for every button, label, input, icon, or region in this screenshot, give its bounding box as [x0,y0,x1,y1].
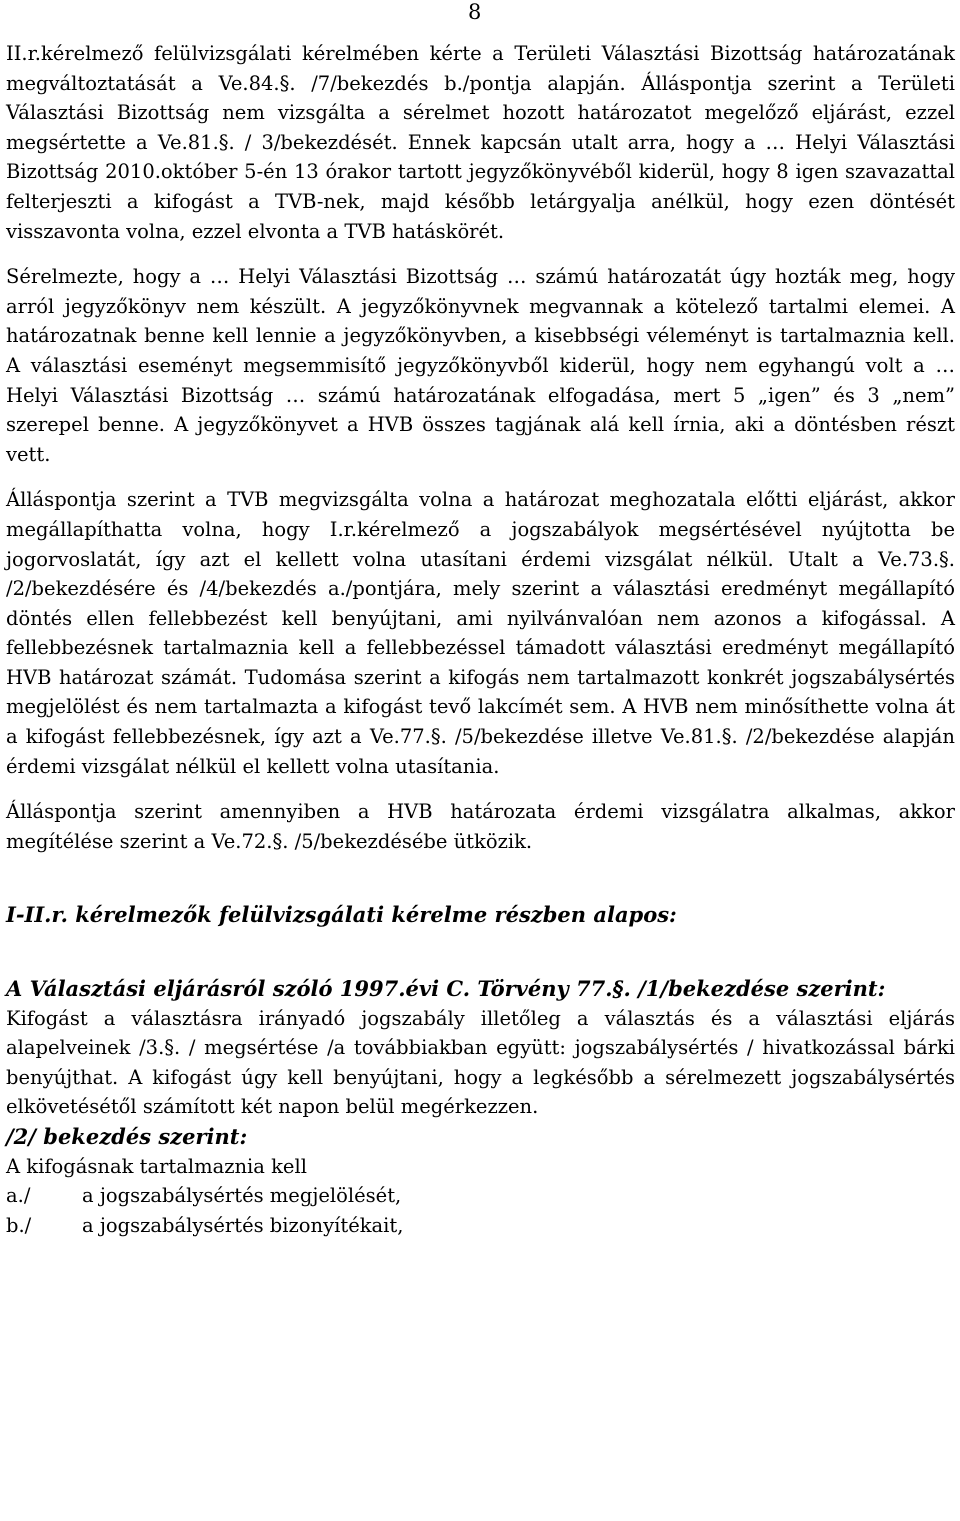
section-heading-alapos: I-II.r. kérelmezők felülvizsgálati kérelme részben alapos: [6,902,677,928]
paragraph-gap [6,469,955,485]
paragraph-ii-r-kerelmezo: II.r.kérelmező felülvizsgálati kérelmében kérte a Területi Választási Bizottság határozatának megváltoztatását a Ve.84.§. /7/bekezdés b./pontja alapján. Álláspontja szerint a Területi Választási Bizottság nem vizsgálta a sérelmet hozott határozatot megelőző eljárást, ezzel megsértette a Ve.81.§. / 3/bekezdését. Ennek kapcsán utalt arra, hogy a … Helyi Választási Bizottság 2010.október 5-én 13 órakor tartott jegyzőkönyvéből kiderül, hogy 8 igen szavazattal felterjeszti a kifogást a TVB-nek, majd később letárgyalja anélkül, hogy ezen döntését visszavonta volna, ezzel elvonta a TVB hatáskörét. [6,42,955,243]
paragraph-kifogasnak: A kifogásnak tartalmaznia kell [6,1154,307,1178]
list-item [6,1181,955,1211]
section-heading-torveny: A Választási eljárásról szóló 1997.évi C. Törvény 77.§. /1/bekezdése szerint: [6,976,886,1002]
list-item [6,1211,955,1241]
section-heading-bekezdes-2: /2/ bekezdés szerint: [6,1124,248,1149]
list-item-text: a jogszabálysértés bizonyítékait, [82,1213,404,1237]
list-item-key: b./ [6,1213,32,1237]
document-body [6,39,955,1240]
list-item-text: a jogszabálysértés megjelölését, [82,1184,402,1208]
list-item-key: a./ [6,1184,31,1208]
paragraph-kifogast: Kifogást a választásra irányadó jogszabály illetőleg a választás és a választási eljárás alapelveinek /3.§. / megsértése /a továbbiakban együtt: jogszabálysértés / hivatkozással bárki benyújthat. A kifogást úgy kell benyújtani, hogy a legkésőbb a sérelmezett jogszabálysértés elkövetésétől számított két napon belül megérkezzen. [6,1006,955,1119]
paragraph-allaspontja-tvb: Álláspontja szerint a TVB megvizsgálta volna a határozat meghozatala előtti eljárást, akkor megállapíthatta volna, hogy I.r.kérelmező a jogszabályok megsértésével nyújtotta be jogorvoslatát, így azt el kellett volna utasítani érdemi vizsgálat nélkül. Utalt a Ve.73.§. /2/bekezdésére és /4/bekezdés a./pontjára, mely szerint a választási eredményt megállapító döntés ellen fellebbezést kell benyújtani, ami nyilvánvalóan nem azonos a kifogással. A fellebbezésnek tartalmaznia kell a fellebbezéssel támadott választási eredményt megállapító HVB határozat számát. Tudomása szerint a kifogás nem tartalmazott konkrét jogszabálysértés megjelölést és nem tartalmazta a kifogást tevő lakcímét sem. A HVB nem minősíthette volna át a kifogást fellebbezésnek, így azt a Ve.77.§. /5/bekezdése illetve Ve.81.§. /2/bekezdése alapján érdemi vizsgálat nélkül el kellett volna utasítania. [6,488,955,778]
paragraph-gap [6,246,955,262]
paragraph-gap [6,781,955,797]
page-number: 8 [468,0,482,24]
paragraph-gap [6,856,955,900]
paragraph-allaspontja-hvb: Álláspontja szerint amennyiben a HVB határozata érdemi vizsgálatra alkalmas, akkor megítélése szerint a Ve.72.§. /5/bekezdésébe ütközik. [6,800,955,853]
paragraph-serelmezte: Sérelmezte, hogy a … Helyi Választási Bizottság … számú határozatát úgy hozták meg, hogy arról jegyzőkönyv nem készült. A jegyzőkönyvnek megvannak a kötelező tartalmi elemei. A határozatnak benne kell lennie a jegyzőkönyvben, a kisebbségi véleményt is tartalmaznia kell. A választási eseményt megsemmisítő jegyzőkönyvből kiderül, hogy nem egyhangú volt a … Helyi Választási Bizottság … számú határozatának elfogadása, mert 5 „igen” és 3 „nem” szerepel benne. A jegyzőkönyvet a HVB összes tagjának alá kell írnia, aki a döntésben részt vett. [6,265,955,466]
paragraph-gap [6,930,955,974]
